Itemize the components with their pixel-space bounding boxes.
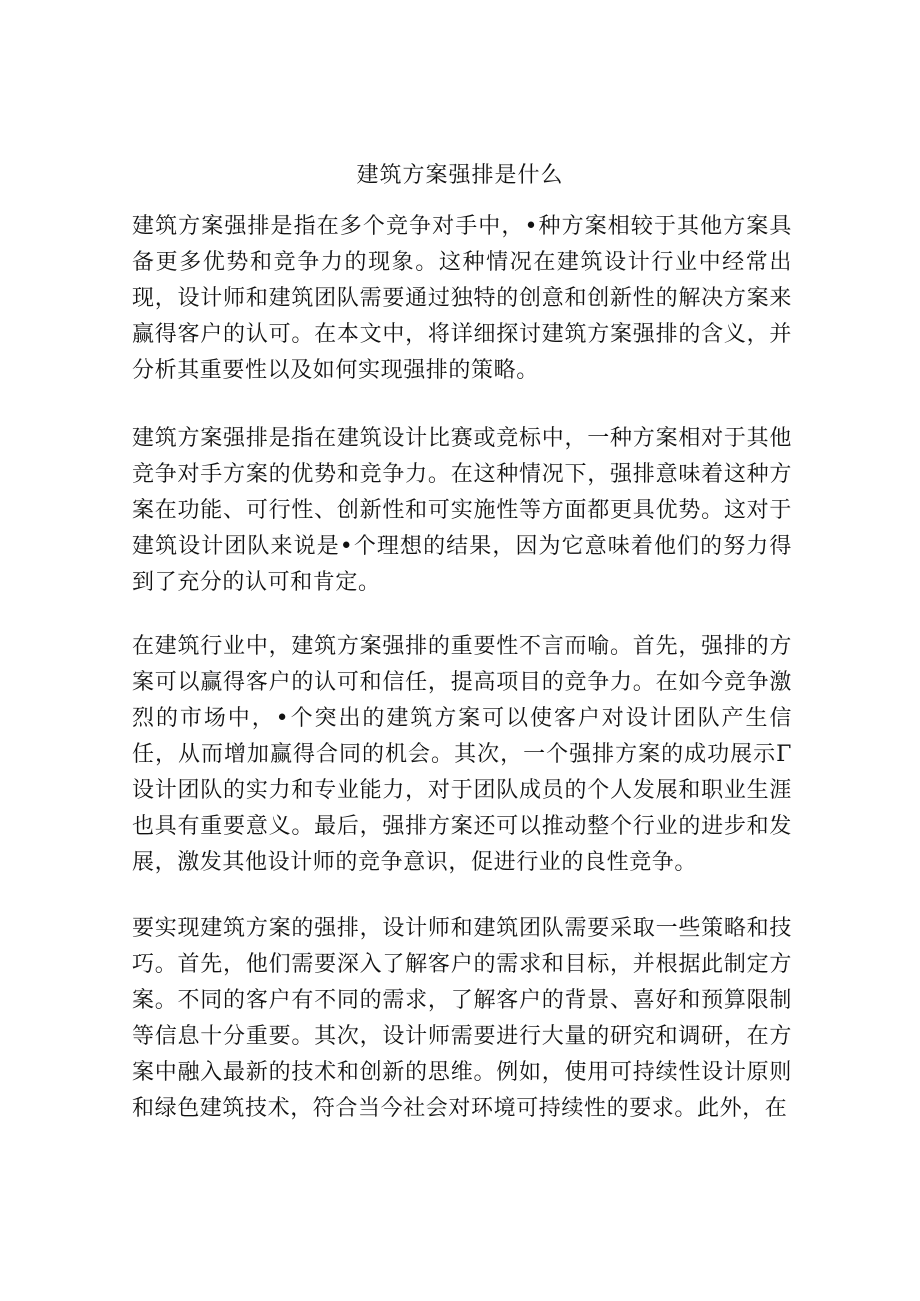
paragraph-strategies: 要实现建筑方案的强排，设计师和建筑团队需要采取一些策略和技巧。首先，他们需要深入了解客户的需求和目标，并根据此制定方案。不同的客户有不同的需求，了解客户的背景、喜好和预算限制等信息十分重要。其次，设计师需要进行大量的研究和调研，在方案中融入最新的技术和创新的思维。例如，使用可持续性设计原则和绿色建筑技术，符合当今社会对环境可持续性的要求。此外，在 [132,916,792,1121]
paragraph-definition: 建筑方案强排是指在多个竞争对手中，•种方案相较于其他方案具备更多优势和竞争力的现象。这种情况在建筑设计行业中经常出现，设计师和建筑团队需要通过独特的创意和创新性的解决方案来赢得客户的认可。在本文中，将详细探讨建筑方案强排的含义，并分析其重要性以及如何实现强排的策略。 [132,214,792,383]
paragraph-importance: 在建筑行业中，建筑方案强排的重要性不言而喻。首先，强排的方案可以赢得客户的认可和信任，提高项目的竞争力。在如今竞争激烈的市场中，•个突出的建筑方案可以使客户对设计团队产生信任，从而增加赢得合同的机会。其次，一个强排方案的成功展示Γ设计团队的实力和专业能力，对于团队成员的个人发展和职业生涯也具有重要意义。最后，强排方案还可以推动整个行业的进步和发展，激发其他设计师的竞争意识，促进行业的良性竞争。 [132,634,792,875]
document-title: 建筑方案强排是什么 [356,163,564,188]
paragraph-competition-meaning: 建筑方案强排是指在建筑设计比赛或竞标中，一种方案相对于其他竞争对手方案的优势和竞争力。在这种情况下，强排意味着这种方案在功能、可行性、创新性和可实施性等方面都更具优势。这对于建筑设计团队来说是•个理想的结果，因为它意味着他们的努力得到了充分的认可和肯定。 [132,426,792,595]
